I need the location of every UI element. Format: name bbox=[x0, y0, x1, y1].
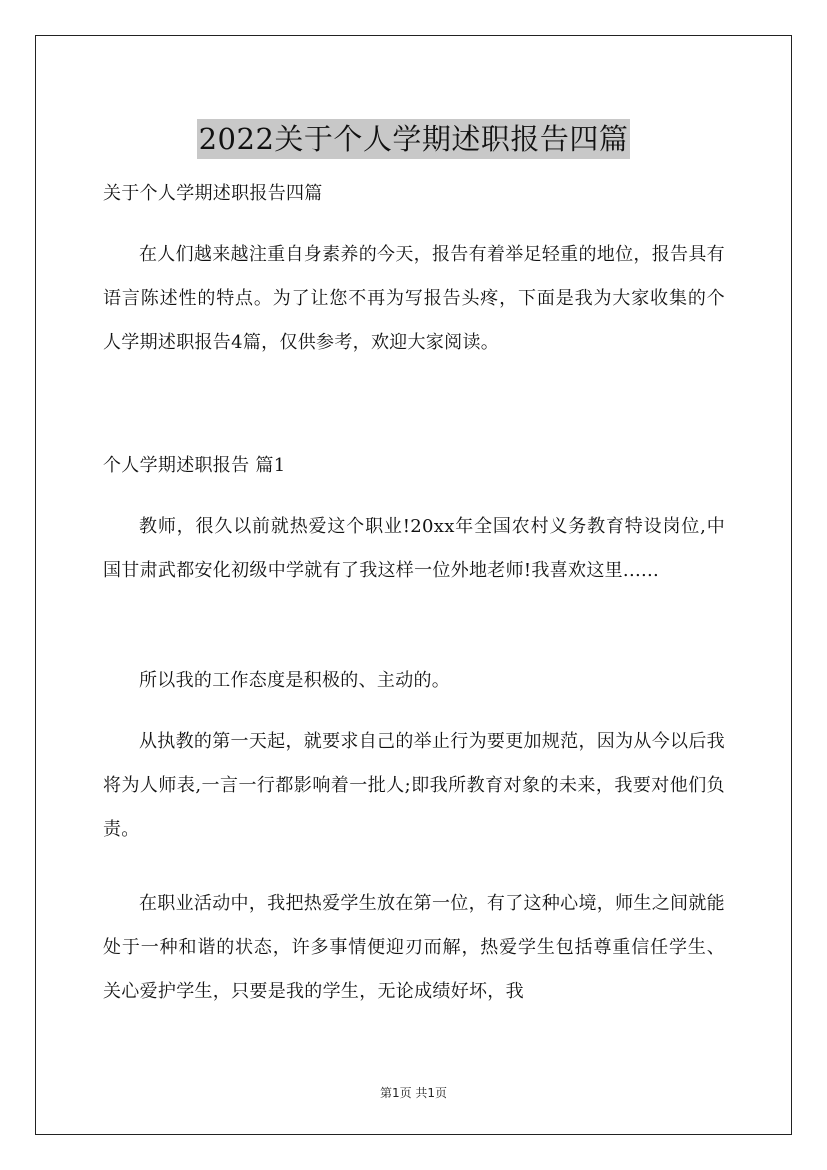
document-subtitle: 关于个人学期述职报告四篇 bbox=[103, 183, 323, 204]
paragraph-2: 所以我的工作态度是积极的、主动的。 bbox=[139, 670, 451, 691]
title-container bbox=[0, 100, 827, 179]
document-title: 2022关于个人学期述职报告四篇 bbox=[197, 119, 631, 159]
paragraph-1: 教师，很久以前就热爱这个职业!20xx年全国农村义务教育特设岗位,中国甘肃武都安化初级中学就有了我这样一位外地老师!我喜欢这里...... bbox=[103, 516, 725, 581]
paragraph-4: 在职业活动中，我把热爱学生放在第一位，有了这种心境，师生之间就能处于一种和谐的状态，许多事情便迎刃而解，热爱学生包括尊重信任学生、关心爱护学生，只要是我的学生，无论成绩好坏，我 bbox=[103, 893, 725, 1002]
page-footer: 第1页 共1页 bbox=[379, 1086, 448, 1100]
paragraph-3: 从执教的第一天起，就要求自己的举止行为要更加规范，因为从今以后我将为人师表,一言一行都影响着一批人;即我所教育对象的未来，我要对他们负责。 bbox=[103, 731, 725, 840]
section-heading: 个人学期述职报告 篇1 bbox=[103, 455, 286, 476]
intro-paragraph: 在人们越来越注重自身素养的今天，报告有着举足轻重的地位，报告具有语言陈述性的特点。为了让您不再为写报告头疼，下面是我为大家收集的个人学期述职报告4篇，仅供参考，欢迎大家阅读。 bbox=[103, 244, 725, 353]
